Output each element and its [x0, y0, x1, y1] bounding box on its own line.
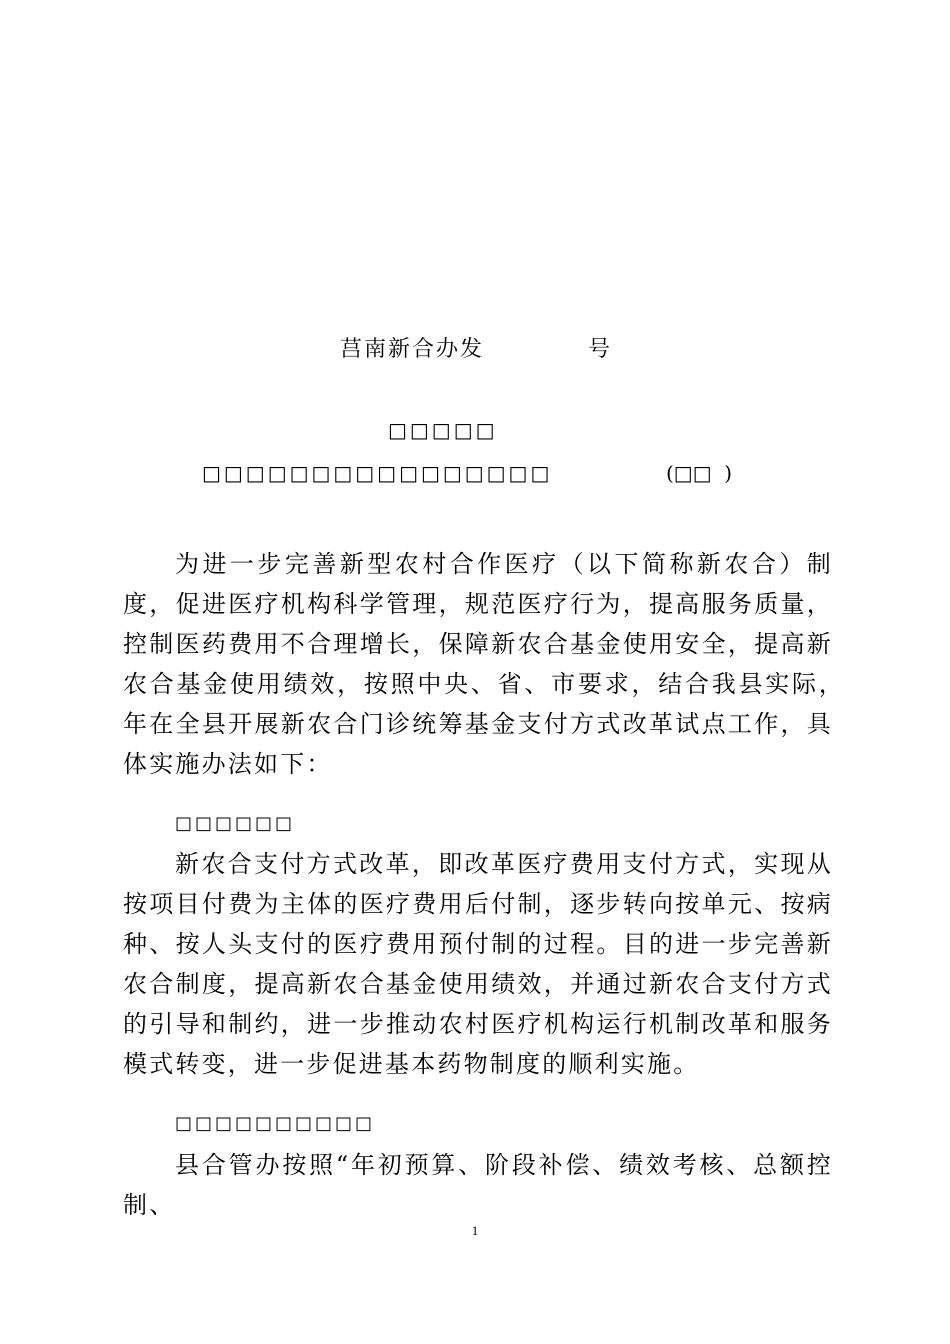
body-paragraph-budget: 县合管办按照“年初预算、阶段补偿、绩效考核、总额控制、	[123, 1151, 833, 1219]
document-number	[340, 332, 613, 363]
document-title-line-2: □□□□□□□□□□□□□□□□	[202, 461, 553, 485]
body-paragraph-reform-definition: 新农合支付方式改革，即改革医疗费用支付方式，实现从按项目付费为主体的医疗费用后付制，逐步转向按单元、按病种、按人头支付的医疗费用预付制的过程。目的进一步完善新农合制度，提高新农合基金使用绩效，并通过新农合支付方式的引导和制约，进一步推动农村医疗机构运行机制改革和服务模式转变，进一步促进基本药物制度的顺利实施。	[123, 850, 833, 1078]
document-number-prefix: 莒南新合办发	[340, 337, 485, 362]
section-heading-2: □□□□□□□□□□	[175, 1113, 376, 1134]
page-number: 1	[471, 1223, 479, 1238]
document-title-line-1: □□□□□	[388, 418, 498, 442]
section-heading-1: □□□□□□	[175, 813, 296, 834]
document-number-suffix: 号	[588, 337, 613, 362]
body-paragraph-intro: 为进一步完善新型农村合作医疗（以下简称新农合）制度，促进医疗机构科学管理，规范医疗行为，提高服务质量，控制医药费用不合理增长，保障新农合基金使用安全，提高新农合基金使用绩效，按照中央、省、市要求，结合我县实际， 年在全县开展新农合门诊统筹基金支付方式改革试点工作，具体实施办法如下：	[123, 550, 912, 778]
document-title-draft-marker: (□□ )	[666, 461, 733, 485]
